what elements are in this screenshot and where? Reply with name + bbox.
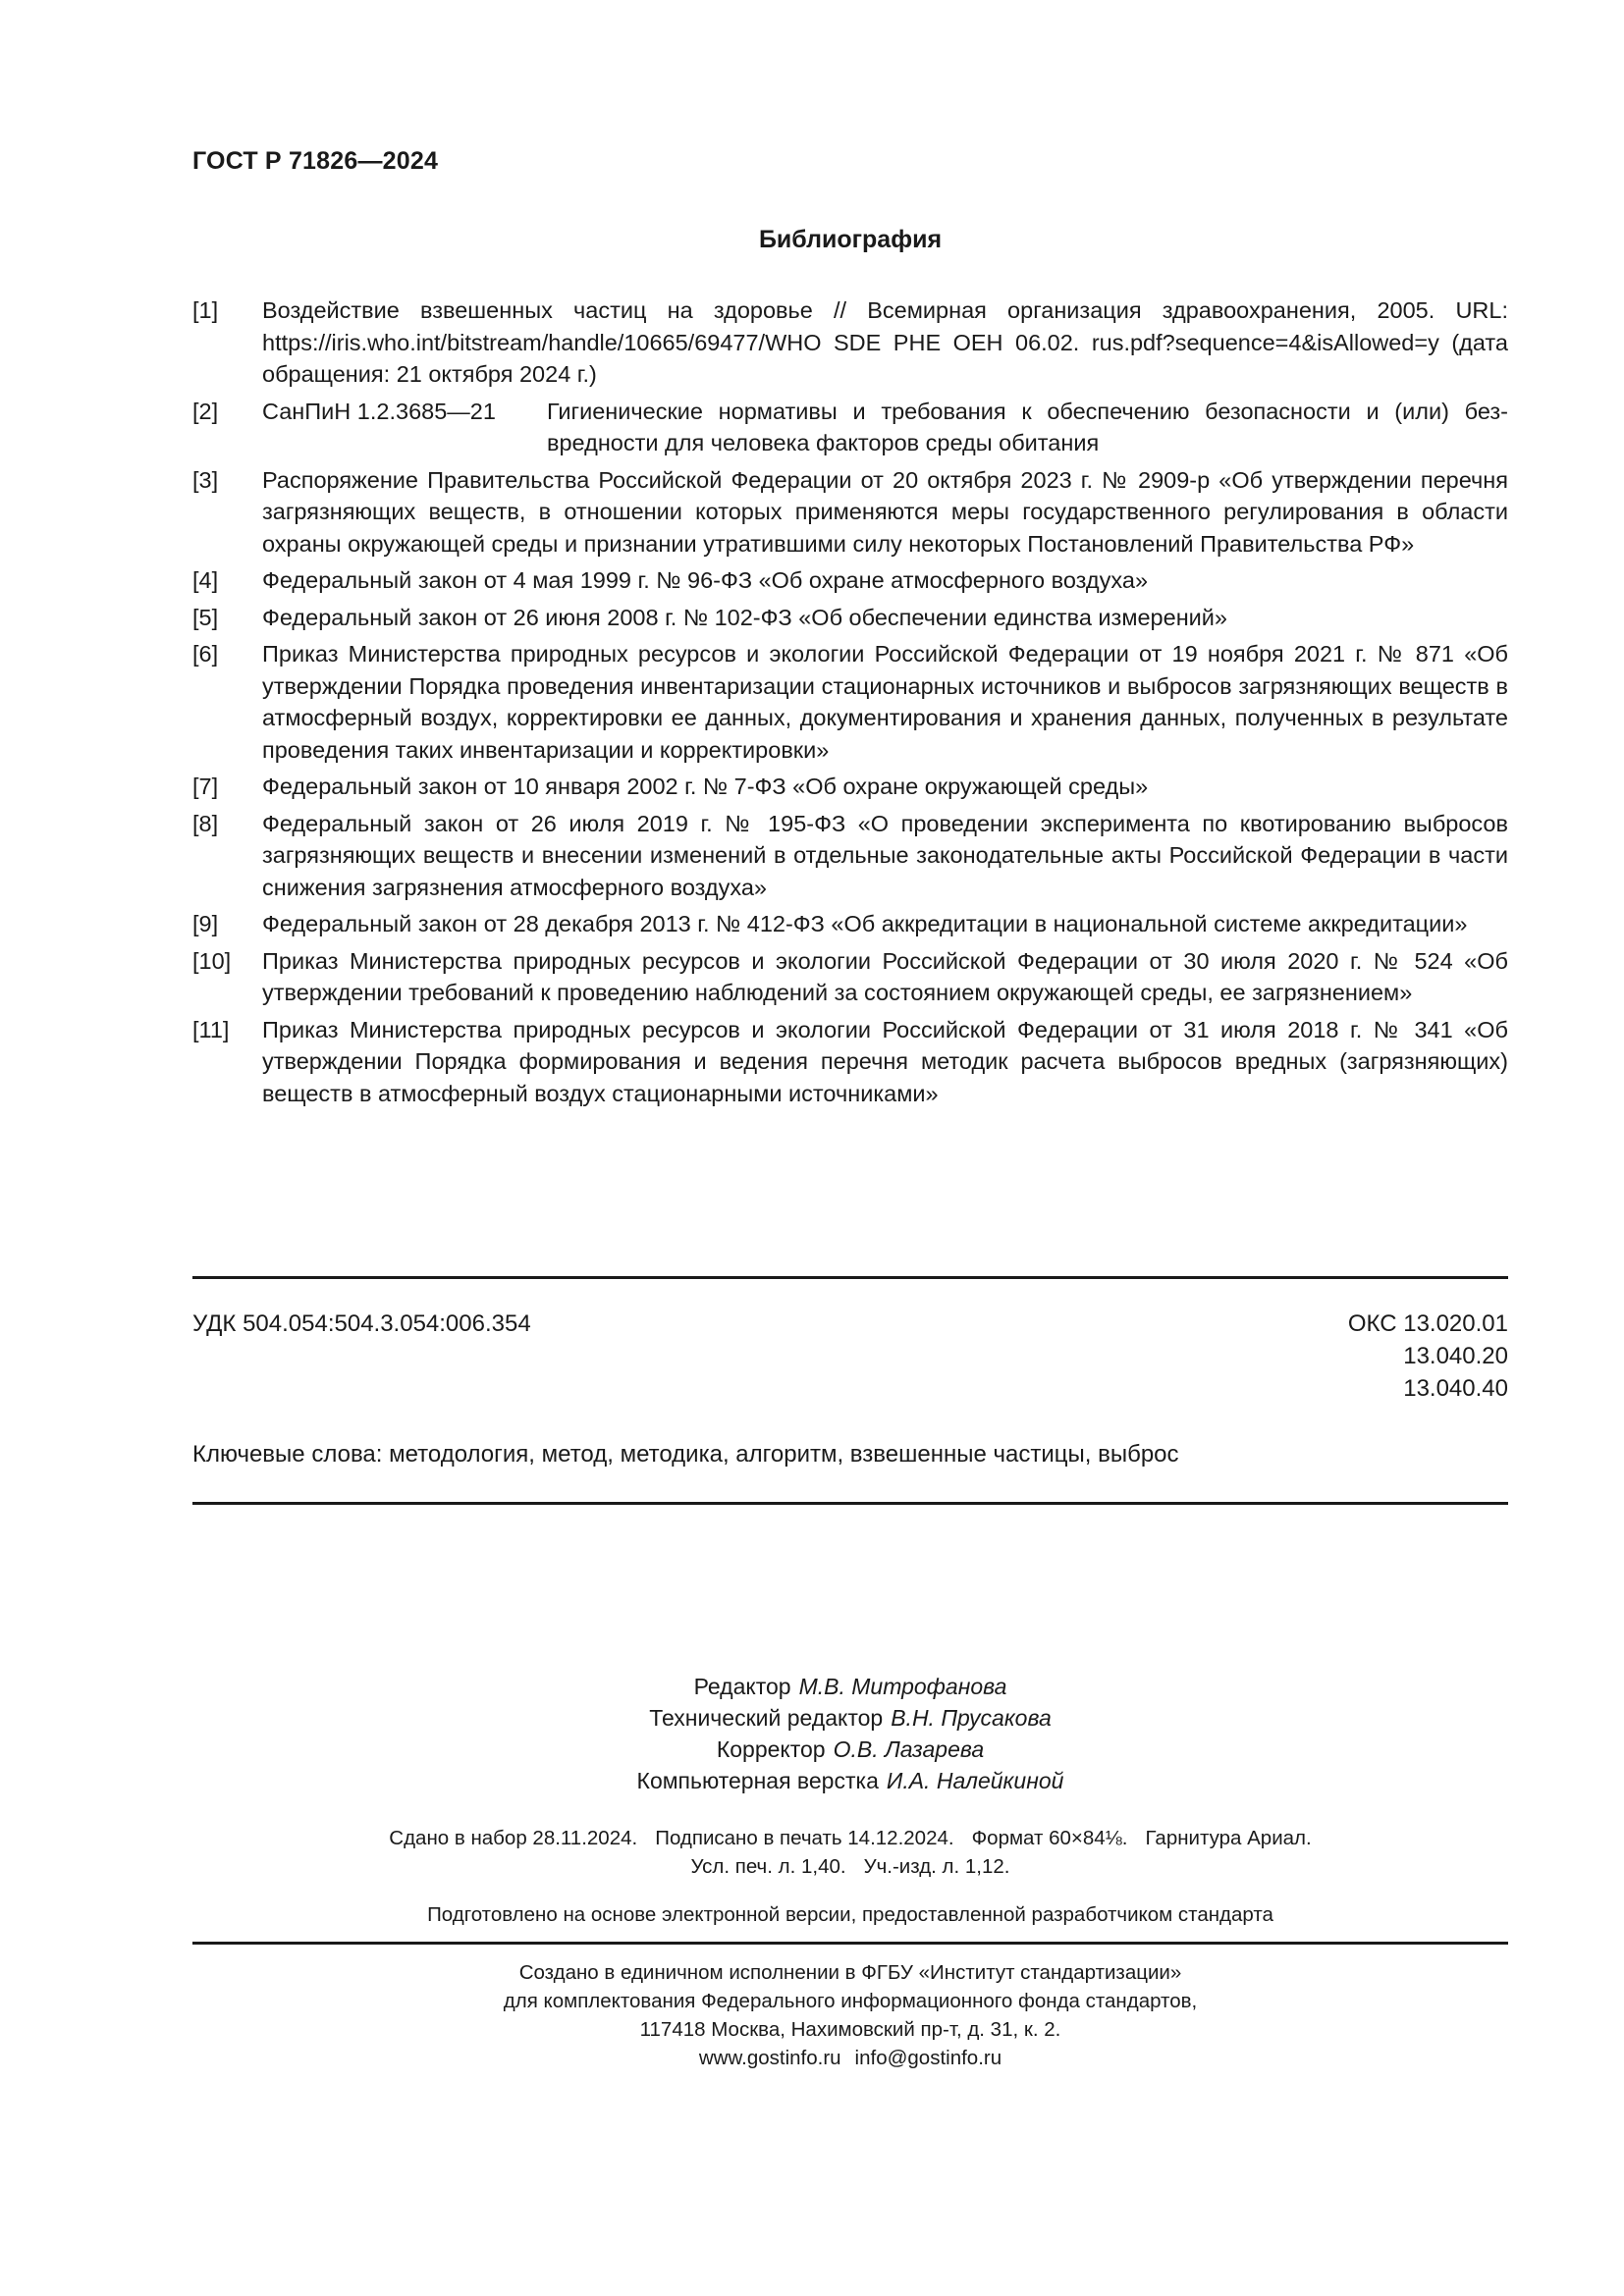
document-code: ГОСТ Р 71826—2024	[192, 147, 439, 175]
email-link[interactable]: info@gostinfo.ru	[854, 2047, 1002, 2069]
bibliography-entry-7	[192, 771, 1508, 803]
entry-text: Приказ Министерства природных ресурсов и экологии Российской Федерации от 31 июля 2018 г. № 341 «Об утверждении Порядка формирования и ведения перечня методик расчета выбросов вредных (загрязняющих) веществ в атмосферный воздух стационарными источниками»	[262, 1016, 1508, 1106]
signed-date: Подписано в печать 14.12.2024.	[655, 1827, 954, 1849]
entry-number: [3]	[192, 466, 219, 493]
credit-name: В.Н. Прусакова	[891, 1705, 1052, 1731]
entry-text: Федеральный закон от 26 июля 2019 г. № 195-ФЗ «О проведении эксперимента по квотированию выбросов загрязняющих веществ и внесении изменений в отдельные законодательные акты Российской Федерации в части снижения загрязнения атмосферного воздуха»	[262, 810, 1508, 900]
typeface: Гарнитура Ариал.	[1145, 1827, 1312, 1849]
credit-name: М.В. Митрофанова	[798, 1674, 1007, 1699]
keywords-line: Ключевые слова: методология, метод, методика, алгоритм, взвешенные частицы, выброс	[192, 1441, 1179, 1468]
entry-text: Приказ Министерства природных ресурсов и экологии Российской Федерации от 19 ноября 2021 г. № 871 «Об утверждении Порядка проведения инвентаризации стационарных источников и выбросов загрязняющих веществ в атмосферный воздух, корректировки ее данных, документирования и хранения данных, полученных в результате проведения таких инвентаризации и корректировки»	[262, 641, 1508, 763]
entry-text: Федеральный закон от 10 января 2002 г. № 7-ФЗ «Об охране окружающей среды»	[262, 774, 1149, 799]
print-details-line	[192, 1852, 1508, 1881]
bibliography-list	[192, 294, 1508, 1114]
credit-name: О.В. Лазарева	[833, 1736, 985, 1762]
entry-number: [11]	[192, 1016, 230, 1042]
entry-text: Федеральный закон от 26 июня 2008 г. № 102-ФЗ «Об обеспечении единства измерений»	[262, 604, 1227, 630]
entry-text: Гигиенические нормативы и требования к обеспечению безопасности и (или) безвредности для человека факторов среды обитания	[547, 398, 1508, 455]
credit-line	[192, 1765, 1508, 1796]
credit-name: И.А. Налейкиной	[886, 1768, 1064, 1793]
bibliography-entry-3	[192, 464, 1508, 561]
entry-number: [8]	[192, 810, 219, 836]
bibliography-entry-4	[192, 564, 1508, 597]
entry-document	[262, 396, 1508, 459]
bibliography-entry-5	[192, 602, 1508, 634]
print-details	[192, 1824, 1508, 1881]
print-sheets: Усл. печ. л. 1,40.	[690, 1855, 846, 1878]
prepared-note: Подготовлено на основе электронной версии, предоставленной разработчиком стандарта	[427, 1903, 1273, 1926]
oks-code: ОКС 13.020.01	[1347, 1310, 1508, 1337]
entry-number: [5]	[192, 604, 219, 630]
entry-number: [6]	[192, 641, 219, 667]
entry-text: Федеральный закон от 4 мая 1999 г. № 96-ФЗ «Об охране атмосферного воздуха»	[262, 567, 1149, 593]
credit-line	[192, 1702, 1508, 1734]
publisher-line: для комплектования Федерального информационного фонда стандартов,	[503, 1990, 1198, 2012]
entry-text: Приказ Министерства природных ресурсов и экологии Российской Федерации от 30 июля 2020 г. № 524 «Об утверждении требований к проведению наблюдений за состоянием окружающей среды, ее загрязнением»	[262, 947, 1508, 1005]
entry-number: [4]	[192, 567, 219, 593]
publisher-line: Создано в единичном исполнении в ФГБУ «Институт стандартизации»	[518, 1961, 1182, 1984]
publisher-address: 117418 Москва, Нахимовский пр-т, д. 31, к. 2.	[639, 2018, 1061, 2041]
entry-number: [9]	[192, 911, 219, 936]
credit-line	[192, 1671, 1508, 1702]
bibliography-entry-11	[192, 1014, 1508, 1110]
oks-code: 13.040.40	[1403, 1375, 1508, 1402]
credit-role: Корректор	[716, 1736, 826, 1762]
credit-role: Компьютерная верстка	[636, 1768, 879, 1793]
entry-number: [2]	[192, 398, 219, 424]
credit-line	[192, 1734, 1508, 1765]
bibliography-entry-2	[192, 396, 1508, 459]
entry-text: Федеральный закон от 28 декабря 2013 г. № 412-ФЗ «Об аккредитации в национальной системе аккредитации»	[262, 911, 1468, 936]
publication-sheets: Уч.-изд. л. 1,12.	[863, 1855, 1010, 1878]
bibliography-entry-9	[192, 908, 1508, 940]
entry-number: [1]	[192, 297, 219, 323]
oks-code: 13.040.20	[1403, 1343, 1508, 1369]
entry-text: Распоряжение Правительства Российской Федерации от 20 октября 2023 г. № 2909-р «Об утверждении перечня загрязняющих веществ, в отношении которых применяются меры государственного регулирования в области охраны окружающей среды и признании утратившими силу некоторых Постановлений Правительства РФ»	[262, 466, 1508, 557]
bibliography-entry-8	[192, 808, 1508, 904]
divider	[192, 1502, 1508, 1505]
publisher-contacts	[192, 2044, 1508, 2072]
divider	[192, 1942, 1508, 1945]
website-link[interactable]: www.gostinfo.ru	[698, 2047, 841, 2069]
paper-format: Формат 60×84⅛.	[971, 1827, 1128, 1849]
entry-document-id: СанПиН 1.2.3685—21	[262, 398, 496, 424]
print-details-line	[192, 1824, 1508, 1852]
oks-codes	[1214, 1308, 1508, 1405]
credit-role: Редактор	[693, 1674, 791, 1699]
submitted-date: Сдано в набор 28.11.2024.	[389, 1827, 638, 1849]
udk-code: УДК 504.054:504.3.054:006.354	[192, 1310, 531, 1337]
credit-role: Технический редактор	[649, 1705, 884, 1731]
editorial-credits	[192, 1671, 1508, 1796]
bibliography-title: Библиография	[758, 226, 943, 253]
bibliography-entry-1	[192, 294, 1508, 391]
publisher-info	[192, 1958, 1508, 2072]
entry-number: [10]	[192, 947, 232, 974]
bibliography-entry-6	[192, 638, 1508, 766]
divider	[192, 1276, 1508, 1279]
entry-text: Воздействие взвешенных частиц на здоровье // Всемирная организация здравоохранения, 2005. URL: https://iris.who.int/bitstream/handle/10665/69477/WHO SDE PHE OEH 06.02. rus.pdf?sequence=4&isAllowed=y (дата обращения: 21 октября 2024 г.)	[262, 297, 1508, 387]
bibliography-entry-10	[192, 945, 1508, 1009]
entry-number: [7]	[192, 774, 219, 799]
